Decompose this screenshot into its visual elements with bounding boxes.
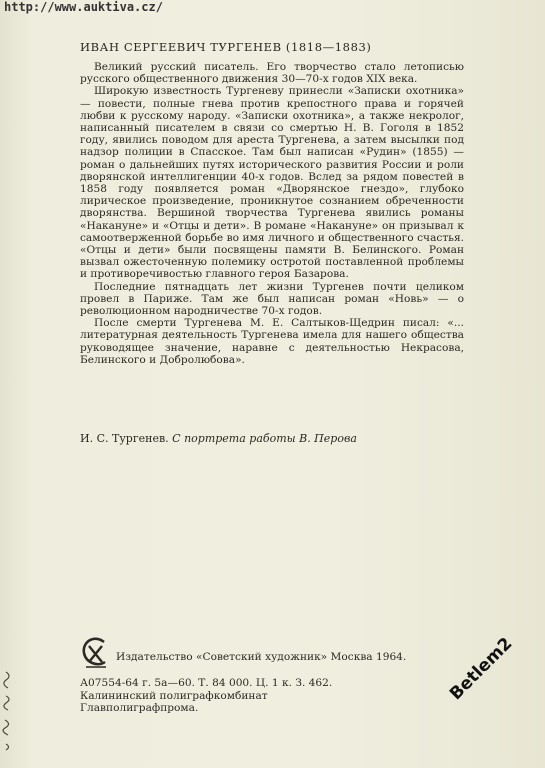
paragraph: Последние пятнадцать лет жизни Тургенев почти целиком провел в Париже. Там же был написан роман «Новь» — о революционном народничестве 70-х годов.	[80, 280, 464, 318]
seller-stamp: Betlem2	[446, 633, 517, 705]
imprint-line: А07554-64 г. 5а—60. Т. 84 000. Ц. 1 к. З. 462.	[80, 677, 333, 689]
paragraph: Широкую известность Тургеневу принесли «Записки охотника» — повести, полные гнева против крепостного права и горячей любви к русскому народу. «Записки охотника», а также некролог, написанный писателем в связи со смертью Н. В. Гоголя в 1852 году, явились поводом для ареста Тургенева, а затем высылки под надзор полиции в Спасское. Там был написан «Рудин» (1855) — роман о дальнейших путях исторического развития России и роли дворянской интеллигенции 40-х годов. Вслед за рядом повестей в 1858 году появляется роман «Дворянское гнездо», глубоко лирическое произведение, проникнутое сознанием обреченности дворянства. Вершиной творчества Тургенева явились романы «Накануне» и «Отцы и дети». В романе «Накануне» он призывал к самоотверженной борьбе во имя личного и общественного счастья. «Отцы и дети» были посвящены памяти В. Белинского. Роман вызвал ожесточенную полемику остротой поставленной проблемы и противоречивостью главного героя Базарова.	[80, 85, 464, 281]
portrait-caption	[80, 432, 357, 445]
watermark-url: http://www.auktiva.cz/	[4, 0, 163, 14]
caption-name: И. С. Тургенев.	[80, 432, 169, 445]
biography-text	[80, 61, 464, 366]
paragraph: После смерти Тургенева М. Е. Салтыков-Щедрин писал: «... литературная деятельность Тургенева имела для нашего общества руководящее значение, наравне с деятельностью Некрасова, Белинского и Добролюбова».	[80, 317, 464, 366]
publisher-line: Издательство «Советский художник» Москва 1964.	[116, 651, 407, 663]
page-title: ИВАН СЕРГЕЕВИЧ ТУРГЕНЕВ (1818—1883)	[80, 40, 372, 54]
publisher-logo-icon	[80, 636, 110, 670]
paragraph: Великий русский писатель. Его творчество стало летописью русского общественного движения 30—70-х годов XIX века.	[80, 61, 464, 86]
handwritten-margin-mark	[2, 668, 16, 758]
imprint-block	[80, 677, 332, 715]
imprint-line: Калининский полиграфкомбинат	[80, 689, 268, 702]
imprint-line: Главполиграфпрома.	[80, 702, 199, 715]
caption-source: С портрета работы В. Перова	[172, 432, 357, 445]
